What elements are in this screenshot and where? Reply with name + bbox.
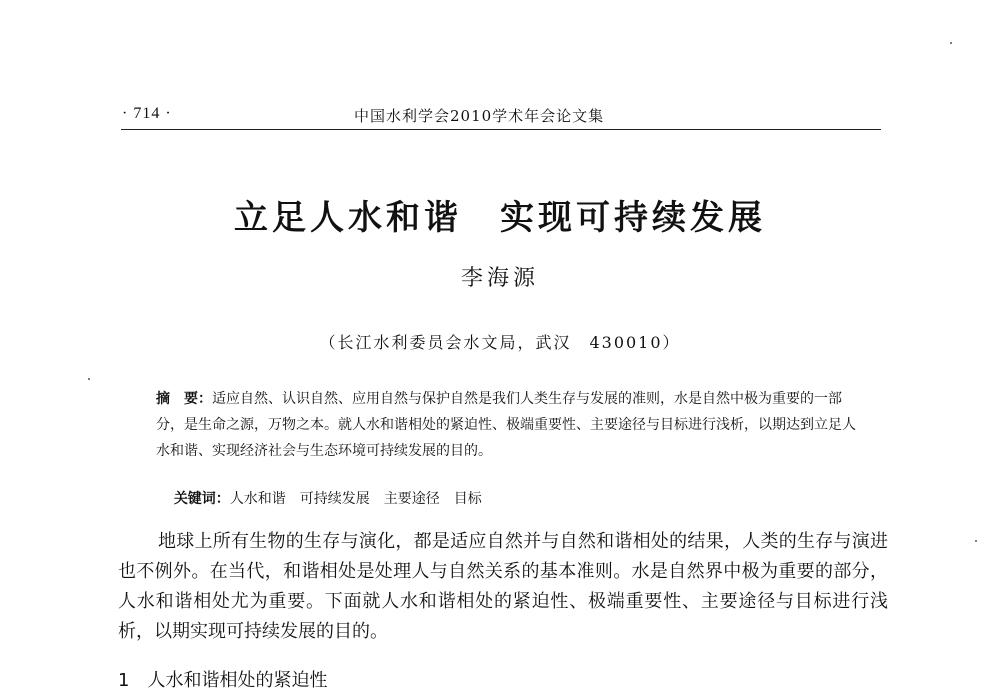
author-affiliation: （长江水利委员会水文局，武汉 430010） [319,333,681,352]
scan-speck [975,540,977,542]
article-title: 立足人水和谐 实现可持续发展 [234,198,766,238]
abstract [156,386,860,464]
body-paragraph: 地球上所有生物的生存与演化，都是适应自然并与自然和谐相处的结果，人类的生存与演进也不例外。在当代，和谐相处是处理人与自然关系的基本准则。水是自然界中极为重要的部分，人水和谐相处尤为重要。下面就人水和谐相处的紧迫性、极端重要性、主要途径与目标进行浅析，以期实现可持续发展的目的。 [118,531,888,642]
keywords-label: 关键词： [173,491,230,507]
abstract-text: 适应自然、认识自然、应用自然与保护自然是我们人类生存与发展的准则，水是自然中极为重要的一部分，是生命之源，万物之本。就人水和谐相处的紧迫性、极端重要性、主要途径与目标进行浅析，以期达到立足人水和谐、实现经济社会与生态环境可持续发展的目的。 [156,391,856,459]
scan-speck [88,378,90,380]
scan-speck [950,42,952,44]
section-heading: 1 人水和谐相处的紧迫性 [118,670,328,691]
page-number: · 714 · [122,105,172,122]
article-author: 李海源 [460,266,539,291]
journal-title: 中国水利学会2010学术年会论文集 [354,107,605,125]
keywords-text: 人水和谐 可持续发展 主要途径 目标 [229,491,482,507]
abstract-label: 摘 要： [156,391,212,407]
running-header [122,105,880,129]
keywords [156,472,860,524]
header-rule [121,129,881,130]
